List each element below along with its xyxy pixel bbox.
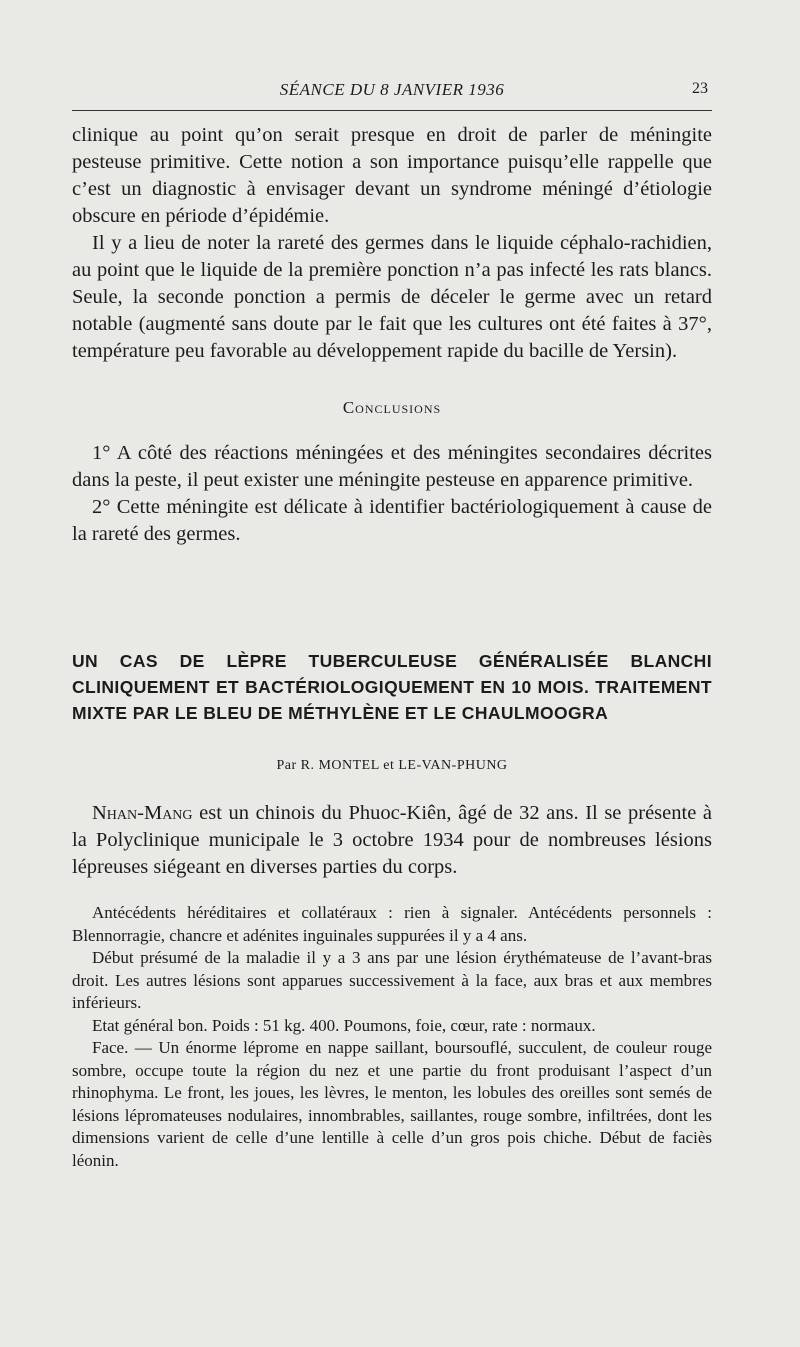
- running-head-title: SÉANCE DU 8 JANVIER 1936: [279, 80, 505, 99]
- conclusion-item: 1° A côté des réactions méningées et des méningites secondaires décrites dans la peste, il peut exister une méningite pesteuse en apparence primitive.: [72, 442, 712, 491]
- continued-text: [72, 122, 712, 365]
- detail-paragraph: Antécédents héréditaires et collatéraux : rien à signaler. Antécédents personnels : Blennorragie, chancre et adénites inguinales suppurées il y a 4 ans.: [72, 903, 712, 945]
- paragraph-germs: Il y a lieu de noter la rareté des germes dans le liquide céphalo-rachidien, au point que le liquide de la première ponction n’a pas infecté les rats blancs. Seule, la seconde ponction a permis de déceler le germe avec un retard notable (augmenté sans doute par le fait que les cultures ont été faites à 37°, température peu favorable au développement rapide du bacille de Yersin).: [72, 232, 712, 362]
- header-rule: [72, 110, 712, 111]
- article-title: UN CAS DE LÈPRE TUBERCULEUSE GÉNÉRALISÉE BLANCHI CLINIQUEMENT ET BACTÉRIOLOGIQUEMENT EN 10 MOIS. TRAITEMENT MIXTE PAR LE BLEU DE MÉTHYLÈNE ET LE CHAULMOOGRA: [72, 651, 712, 723]
- patient-name: Nhan-Mang: [92, 802, 193, 824]
- page-number: 23: [692, 80, 708, 97]
- intro-paragraph: [72, 800, 712, 881]
- intro-text: est un chinois du Phuoc-Kiên, âgé de 32 ans. Il se présente à la Polyclinique municipale le 3 octobre 1934 pour de nombreuses lésions lépreuses siégeant en diverses parties du corps.: [72, 802, 712, 878]
- conclusions-heading: Conclusions: [342, 398, 442, 417]
- article-authors: Par R. MONTEL et LE-VAN-PHUNG: [276, 758, 508, 773]
- running-head: [72, 80, 712, 110]
- conclusions-list: [72, 440, 712, 548]
- conclusion-item: 2° Cette méningite est délicate à identifier bactériologiquement à cause de la rareté des germes.: [72, 496, 712, 545]
- detail-paragraph: Etat général bon. Poids : 51 kg. 400. Poumons, foie, cœur, rate : normaux.: [92, 1015, 596, 1035]
- article-details: [72, 902, 712, 1172]
- detail-paragraph: Face. — Un énorme lépromе en nappe saillant, boursouflé, succulent, de couleur rouge sombre, occupe toute la région du nez et une partie du front produisant l’aspect d’un rhinophyma. Le front, les joues, les lèvres, le menton, les lobules des oreilles sont semés de lésions lépromateuses nodulaires, innombrables, saillantes, rouge sombre, infiltrées, dont les dimensions varient de celle d’une lentille à celle d’un gros pois chiche. Début de faciès léonin.: [72, 1038, 712, 1170]
- article-intro: [72, 800, 712, 881]
- paragraph-continued: clinique au point qu’on serait presque en droit de parler de méningite pesteuse primitive. Cette notion a son importance puisqu’elle rappelle que c’est un diagnostic à envisager devant un syndrome méningé d’étiologie obscure en période d’épidémie.: [72, 124, 712, 227]
- detail-paragraph: Début présumé de la maladie il y a 3 ans par une lésion érythémateuse de l’avant-bras droit. Les autres lésions sont apparues successivement à la face, aux bras et aux membres inférieurs.: [72, 948, 712, 1012]
